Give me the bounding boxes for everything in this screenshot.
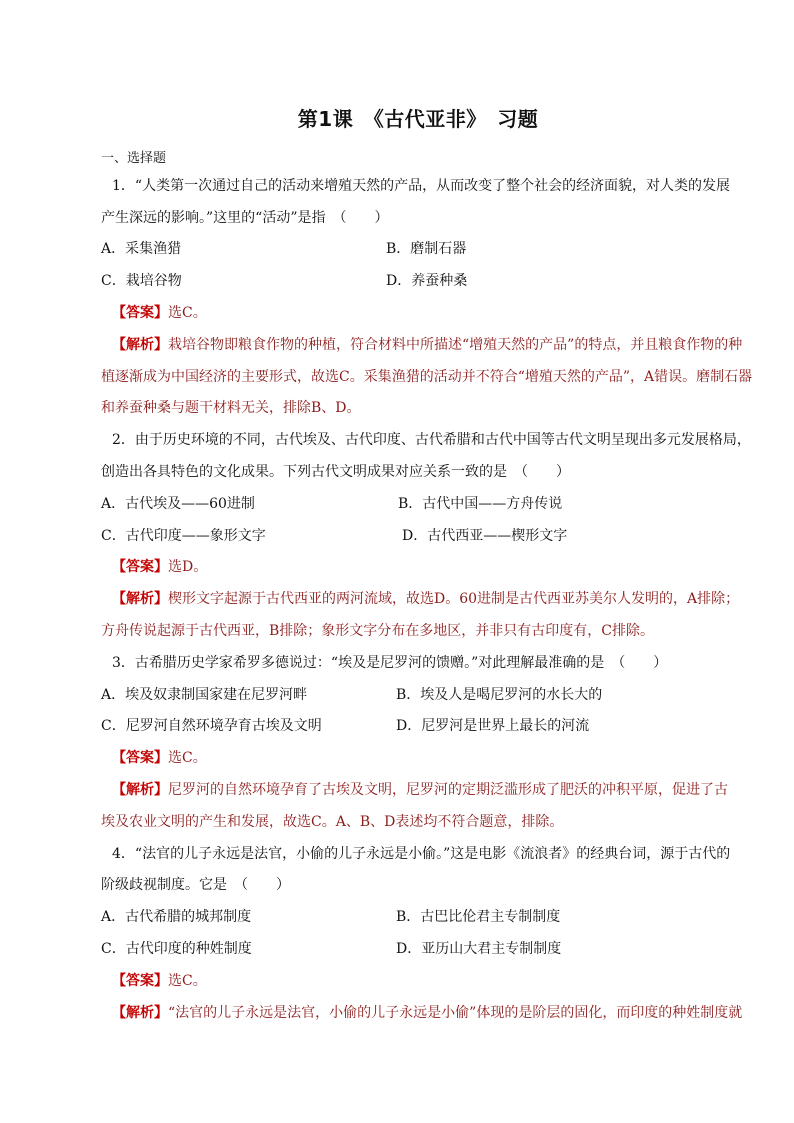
question-3-line-1: 3．古希腊历史学家希罗多德说过：“埃及是尼罗河的馈赠。”对此理解最准确的是 （ ） [112, 655, 668, 671]
explain-tag: 【解析】 [112, 337, 168, 353]
question-3-option-a: A．埃及奴隶制国家建在尼罗河畔 [101, 687, 308, 703]
question-1-option-c: C．栽培谷物 [101, 273, 182, 289]
question-1-explain-line-3: 和养蚕种桑与题干材料无关，排除B、D。 [101, 400, 361, 416]
question-4-option-b: B．古巴比伦君主专制制度 [396, 909, 561, 925]
question-4-explain-line-1 [112, 1003, 742, 1023]
question-3-option-d: D．尼罗河是世界上最长的河流 [396, 718, 590, 734]
question-4-line-2: 阶级歧视制度。它是 （ ） [101, 877, 290, 893]
question-4-option-d: D．亚历山大君主专制制度 [396, 941, 562, 957]
explain-tag: 【解析】 [112, 591, 168, 607]
question-2-option-d: D．古代西亚——楔形文字 [402, 528, 568, 544]
question-3-explain-line-2: 埃及农业文明的产生和发展，故选C。A、B、D表述均不符合题意，排除。 [101, 814, 564, 830]
question-2-explain-line-1 [112, 589, 739, 609]
question-4-line-1: 4．“法官的儿子永远是法官，小偷的儿子永远是小偷。”这是电影《流浪者》的经典台词，源于古代的 [112, 846, 731, 862]
explain-text: 栽培谷物即粮食作物的种植，符合材料中所描述“增殖天然的产品”的特点，并且粮食作物的种 [168, 337, 743, 353]
question-3-option-c: C．尼罗河自然环境孕育古埃及文明 [101, 718, 322, 734]
answer-tag: 【答案】 [112, 973, 168, 989]
question-3-option-b: B．埃及人是喝尼罗河的水长大的 [396, 687, 603, 703]
question-4-answer [112, 971, 207, 991]
answer-tag: 【答案】 [112, 305, 168, 321]
answer-text: 选C。 [168, 973, 207, 989]
question-2-option-c: C．古代印度——象形文字 [101, 528, 266, 544]
question-1-option-a: A．采集渔猎 [101, 241, 182, 257]
question-1-answer [112, 303, 207, 323]
question-1-line-2: 产生深远的影响。”这里的“活动”是指 （ ） [101, 210, 389, 226]
explain-text: 楔形文字起源于古代西亚的两河流域，故选D。60进制是古代西亚苏美尔人发明的，A排除； [168, 591, 740, 607]
question-1-option-d: D．养蚕种桑 [386, 273, 468, 289]
question-4-option-a: A．古代希腊的城邦制度 [101, 909, 252, 925]
question-1-explain-line-2: 植逐渐成为中国经济的主要形式，故选C。采集渔猎的活动并不符合“增殖天然的产品”，A错误。磨制石器 [101, 369, 753, 385]
question-2-line-1: 2．由于历史环境的不同，古代埃及、古代印度、古代希腊和古代中国等古代文明呈现出多元发展格局， [112, 432, 751, 448]
question-2-explain-line-2: 方舟传说起源于古代西亚，B排除；象形文字分布在多地区，并非只有古印度有，C排除。 [101, 623, 654, 639]
question-2-answer [112, 557, 207, 577]
question-2-option-a: A．古代埃及——60进制 [101, 496, 255, 512]
question-2-line-2: 创造出各具特色的文化成果。下列古代文明成果对应关系一致的是 （ ） [101, 464, 570, 480]
explain-text: “法官的儿子永远是法官，小偷的儿子永远是小偷”体现的是阶层的固化，而印度的种姓制度就 [168, 1005, 743, 1021]
question-3-answer [112, 748, 207, 768]
explain-tag: 【解析】 [112, 782, 168, 798]
answer-text: 选C。 [168, 305, 207, 321]
question-1-option-b: B．磨制石器 [386, 241, 467, 257]
question-2-option-b: B．古代中国——方舟传说 [398, 496, 563, 512]
question-4-option-c: C．古代印度的种姓制度 [101, 941, 252, 957]
question-1-explain-line-1 [112, 335, 742, 355]
answer-text: 选C。 [168, 750, 207, 766]
page-title: 第1课 《古代亚非》 习题 [297, 107, 539, 131]
answer-tag: 【答案】 [112, 750, 168, 766]
explain-tag: 【解析】 [112, 1005, 168, 1021]
question-1-line-1: 1．“人类第一次通过自己的活动来增殖天然的产品，从而改变了整个社会的经济面貌，对人类的发展 [112, 178, 731, 194]
section-heading: 一、选择题 [101, 151, 167, 166]
question-3-explain-line-1 [112, 780, 728, 800]
answer-text: 选D。 [168, 559, 208, 575]
explain-text: 尼罗河的自然环境孕育了古埃及文明，尼罗河的定期泛滥形成了肥沃的冲积平原，促进了古 [168, 782, 728, 798]
answer-tag: 【答案】 [112, 559, 168, 575]
